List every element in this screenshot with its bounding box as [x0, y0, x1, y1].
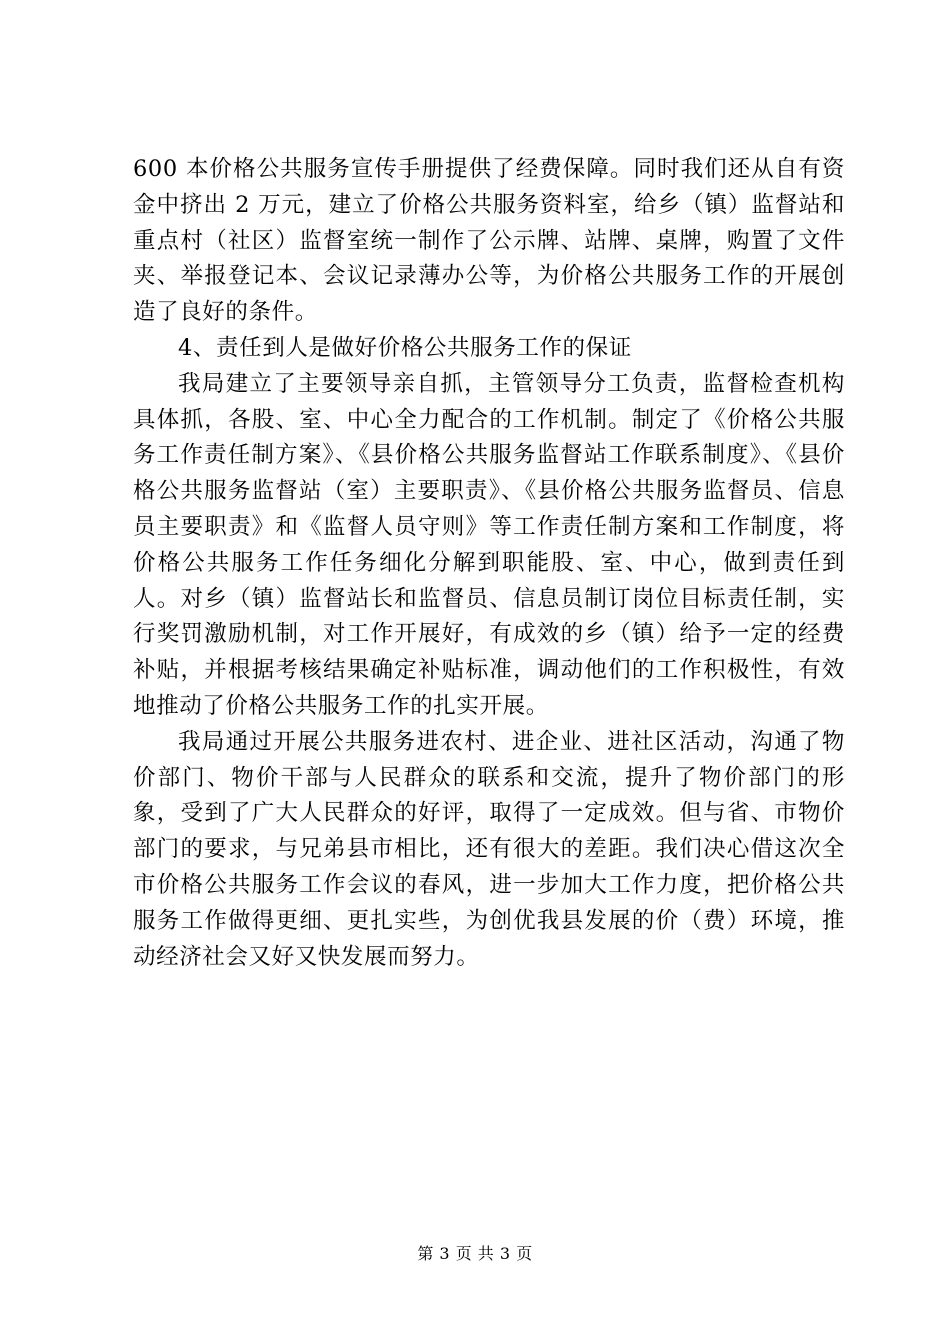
paragraph-conclusion: 我局通过开展公共服务进农村、进企业、进社区活动，沟通了物价部门、物价干部与人民群众的联系和交流，提升了物价部门的形象，受到了广大人民群众的好评，取得了一定成效。但与省、市物价部门的要求，与兄弟县市相比，还有很大的差距。我们决心借这次全市价格公共服务工作会议的春风，进一步加大工作力度，把价格公共服务工作做得更细、更扎实些，为创优我县发展的价（费）环境，推动经济社会又好又快发展而努力。 — [133, 728, 845, 970]
section-heading-responsibility: 4、责任到人是做好价格公共服务工作的保证 — [178, 334, 632, 361]
document-body — [133, 152, 845, 975]
page-number-label: 第 3 页 共 3 页 — [417, 1244, 533, 1263]
page-footer — [0, 1244, 950, 1264]
paragraph-funding: 600 本价格公共服务宣传手册提供了经费保障。同时我们还从自有资金中挤出 2 万元，建立了价格公共服务资料室，给乡（镇）监督站和重点村（社区）监督室统一制作了公示牌、站牌、桌牌，购置了文件夹、举报登记本、会议记录薄办公等，为价格公共服务工作的开展创造了良好的条件。 — [133, 156, 845, 326]
paragraph-work-mechanism: 我局建立了主要领导亲自抓，主管领导分工负责，监督检查机构具体抓，各股、室、中心全力配合的工作机制。制定了《价格公共服务工作责任制方案》、《县价格公共服务监督站工作联系制度》、《县价格公共服务监督站（室）主要职责》、《县价格公共服务监督员、信息员主要职责》和《监督人员守则》等工作责任制方案和工作制度，将价格公共服务工作任务细化分解到职能股、室、中心，做到责任到人。对乡（镇）监督站长和监督员、信息员制订岗位目标责任制，实行奖罚激励机制，对工作开展好，有成效的乡（镇）给予一定的经费补贴，并根据考核结果确定补贴标准，调动他们的工作积极性，有效地推动了价格公共服务工作的扎实开展。 — [133, 370, 845, 719]
